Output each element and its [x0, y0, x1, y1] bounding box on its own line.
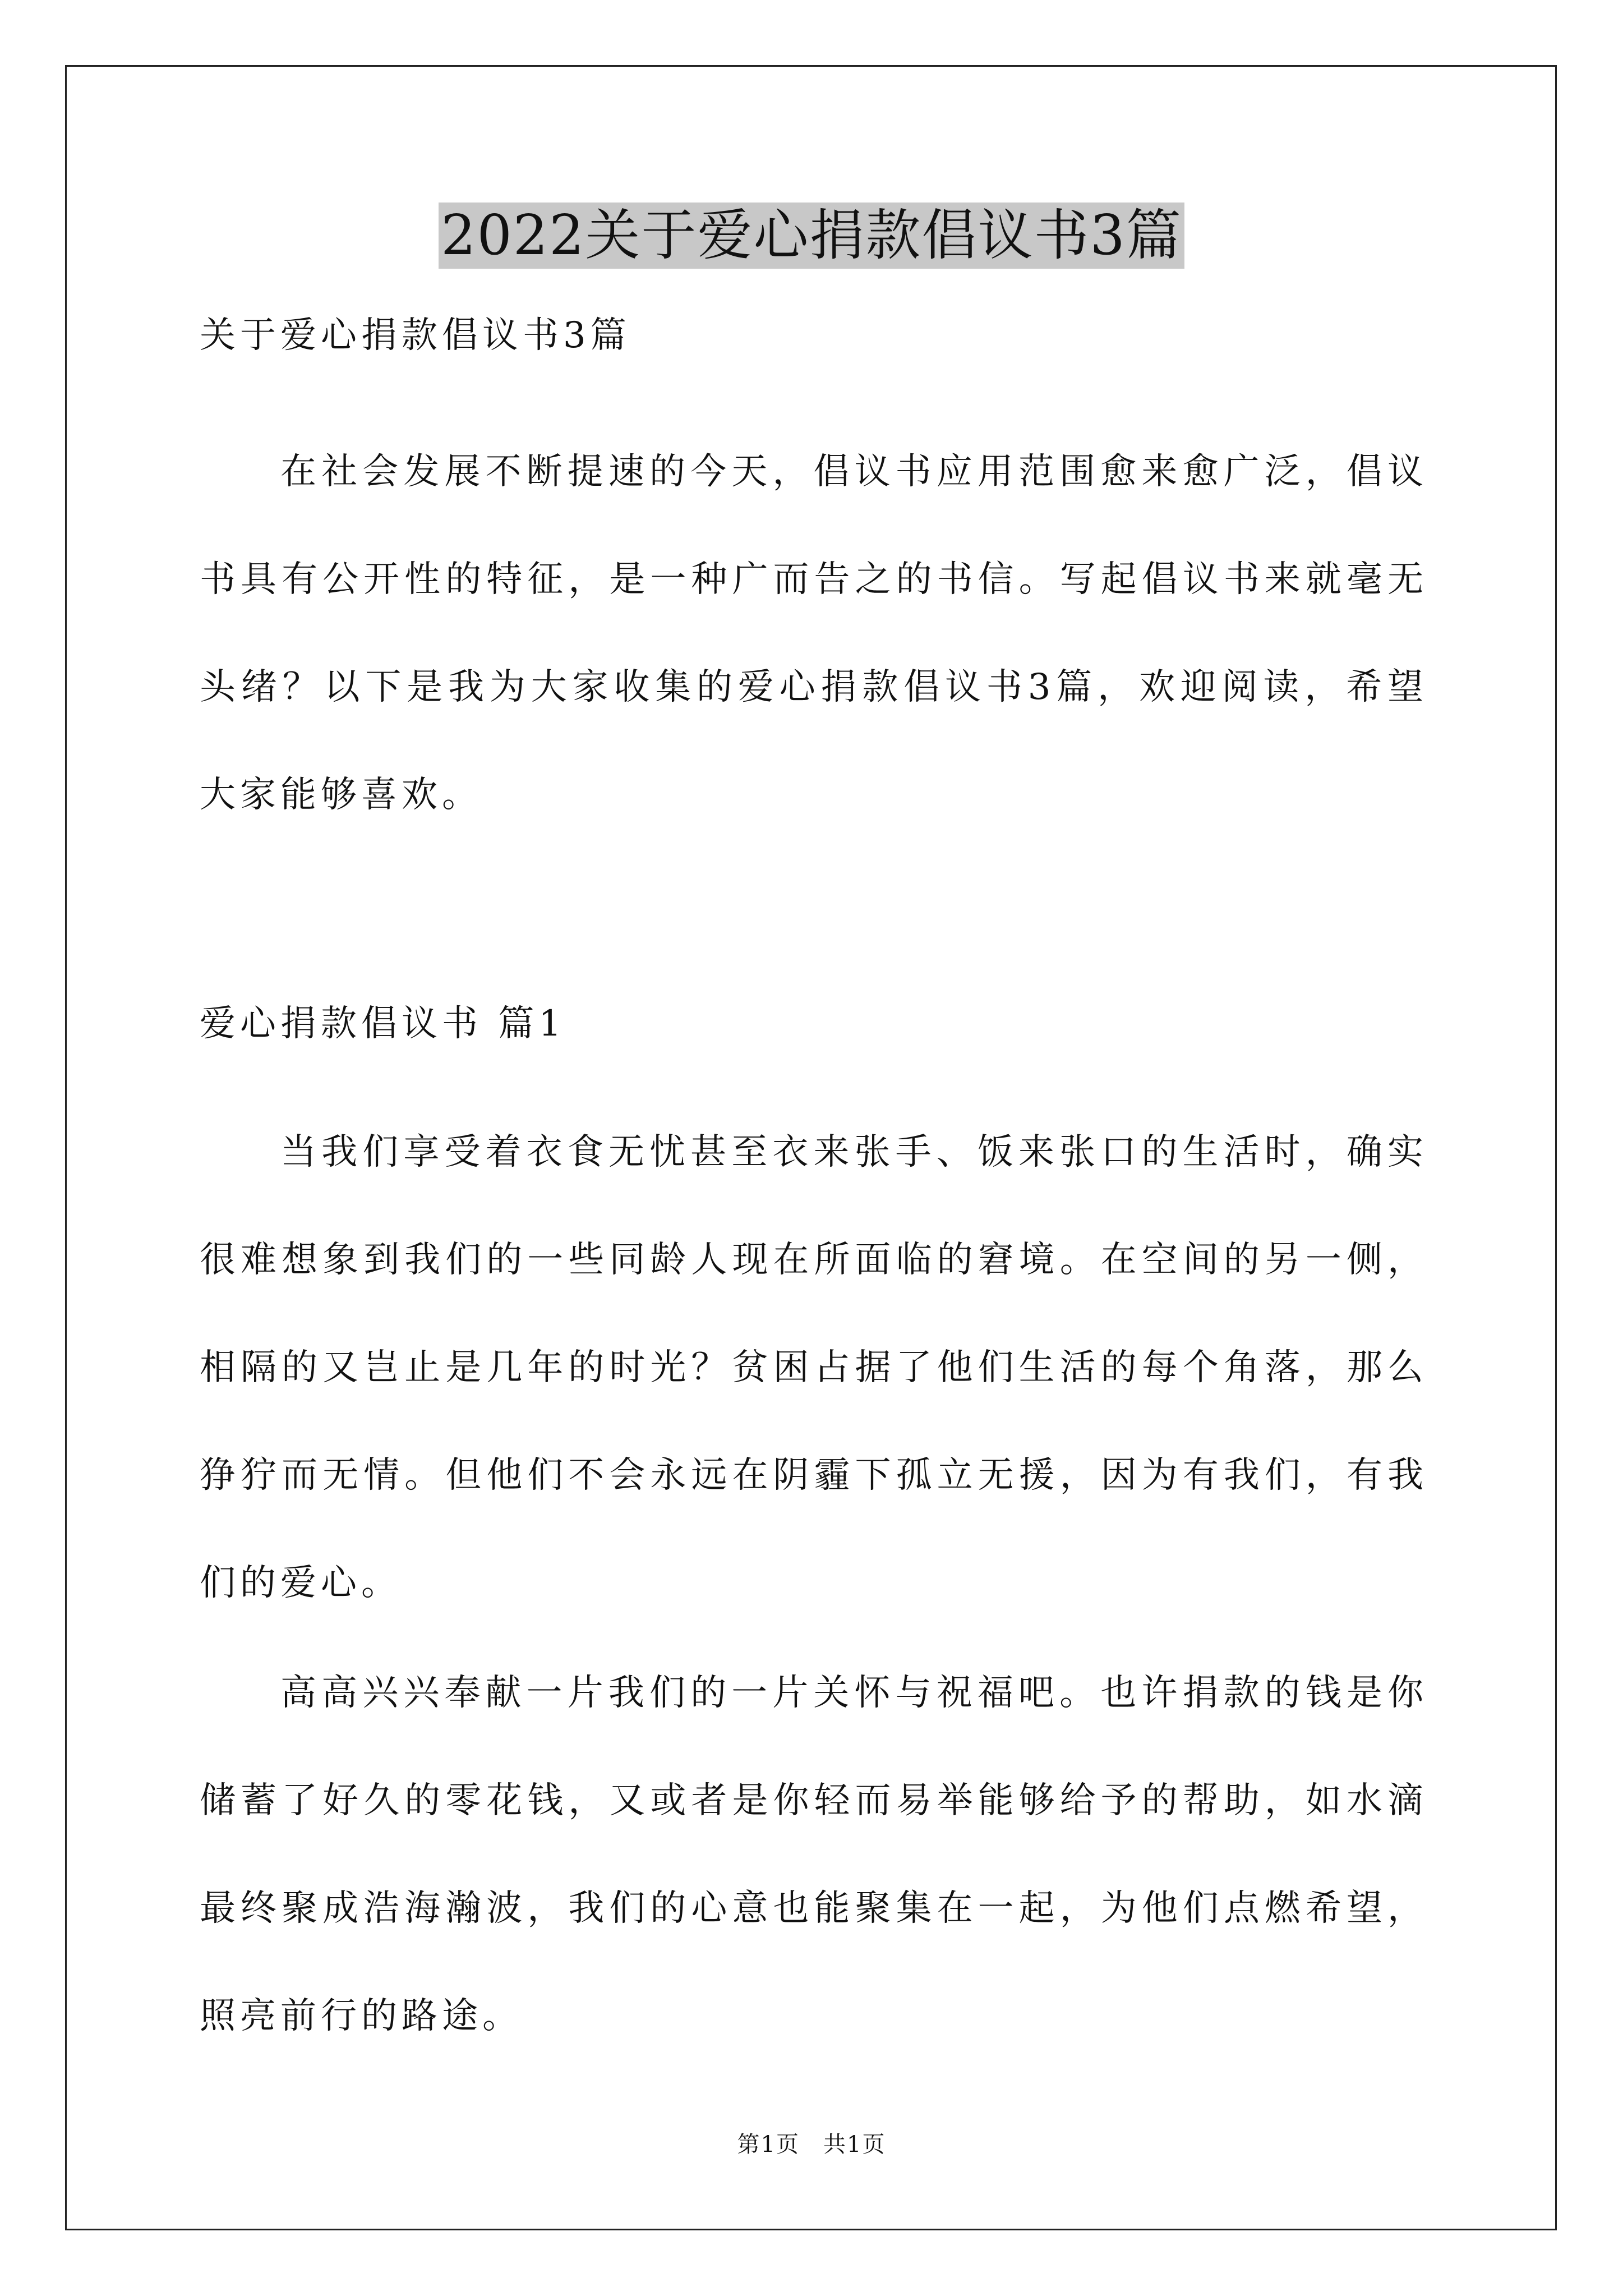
page-footer: 第1页 共1页	[737, 2132, 886, 2157]
document-title	[0, 199, 1623, 272]
section-heading: 爱心捐款倡议书 篇1	[200, 1003, 566, 1045]
body-paragraph-1: 当我们享受着衣食无忧甚至衣来张手、饭来张口的生活时，确实很难想象到我们的一些同龄人现在所面临的窘境。在空间的另一侧，相隔的又岂止是几年的时光？贫困占据了他们生活的每个角落，那么狰狞而无情。但他们不会永远在阴霾下孤立无援，因为有我们，有我们的爱心。	[200, 1131, 1428, 1604]
document-title-text: 2022关于爱心捐款倡议书3篇	[439, 203, 1184, 269]
body-paragraph-2: 高高兴兴奉献一片我们的一片关怀与祝福吧。也许捐款的钱是你储蓄了好久的零花钱，又或者是你轻而易举能够给予的帮助，如水滴最终聚成浩海瀚波，我们的心意也能聚集在一起，为他们点燃希望，照亮前行的路途。	[200, 1672, 1428, 2037]
document-subtitle: 关于爱心捐款倡议书3篇	[200, 315, 631, 356]
intro-paragraph: 在社会发展不断提速的今天，倡议书应用范围愈来愈广泛，倡议书具有公开性的特征，是一种广而告之的书信。写起倡议书来就毫无头绪？以下是我为大家收集的爱心捐款倡议书3篇，欢迎阅读，希望大家能够喜欢。	[200, 451, 1428, 816]
